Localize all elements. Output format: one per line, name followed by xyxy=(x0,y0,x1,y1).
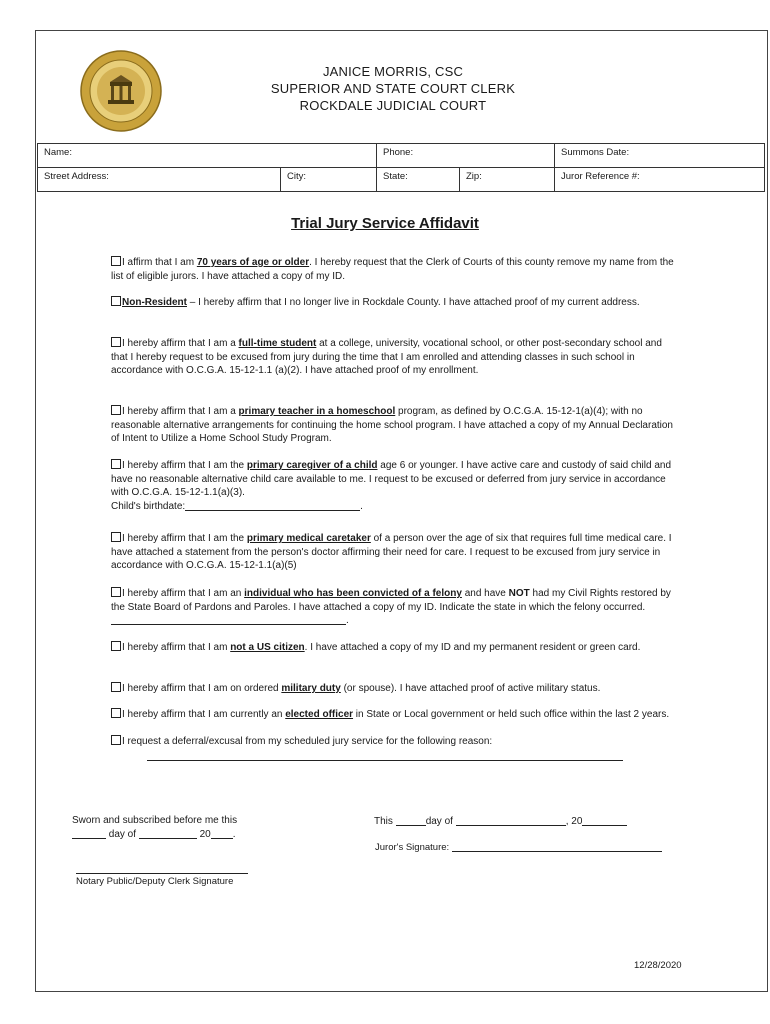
checkbox-medical-caretaker[interactable] xyxy=(111,532,121,542)
court-seal-icon xyxy=(80,50,162,132)
item-not-citizen: I hereby affirm that I am not a US citizen. I have attached a copy of my ID and my permanent resident or green card. xyxy=(111,641,681,655)
item-medical-caretaker: I hereby affirm that I am the primary medical caretaker of a person over the age of six that requires full time medical care. I have attached a statement from the person's doctor affirming their need for care. I request to be excused from jury service in accordance with O.C.G.A. 15-12-1.1(a)(5) xyxy=(111,533,672,571)
reason-field[interactable] xyxy=(147,751,623,761)
checkbox-elected-officer[interactable] xyxy=(111,708,121,718)
checkbox-military[interactable] xyxy=(111,682,121,692)
item-elected-officer: I hereby affirm that I am currently an elected officer in State or Local government or held such office within the last 2 years. xyxy=(111,708,731,722)
checkbox-felony[interactable] xyxy=(111,587,121,597)
checkbox-homeschool[interactable] xyxy=(111,405,121,415)
state-field[interactable]: State: xyxy=(377,168,460,192)
phone-field[interactable]: Phone: xyxy=(377,144,555,168)
notary-signature-field[interactable] xyxy=(76,873,248,874)
item-military: I hereby affirm that I am on ordered military duty (or spouse). I have attached proof of active military status. xyxy=(111,682,681,696)
item-non-resident: Non-Resident – I hereby affirm that I no longer live in Rockdale County. I have attached proof of my current address. xyxy=(111,296,681,310)
item-homeschool: I hereby affirm that I am a primary teacher in a homeschool program, as defined by O.C.G.A. 15-12-1(a)(4); with no reasonable alternative arrangements for continuing the home school program. I have attached a copy of my Annual Declaration of Intent to Utilize a Home School Study Program. xyxy=(111,406,673,444)
sworn-year-field[interactable] xyxy=(211,829,233,839)
checkbox-not-citizen[interactable] xyxy=(111,641,121,651)
clerk-header xyxy=(200,63,586,114)
juror-year-field[interactable] xyxy=(582,816,627,826)
page-title: Trial Jury Service Affidavit xyxy=(291,215,479,232)
checkbox-non-resident[interactable] xyxy=(111,296,121,306)
name-field[interactable]: Name: xyxy=(38,144,377,168)
street-address-field[interactable]: Street Address: xyxy=(38,168,281,192)
header-line-3: ROCKDALE JUDICIAL COURT xyxy=(299,98,487,113)
item-age: I affirm that I am 70 years of age or older. I hereby request that the Clerk of Courts of this county remove my name from the list of eligible jurors. I have attached a copy of my ID. xyxy=(111,257,674,282)
juror-month-field[interactable] xyxy=(456,816,566,826)
juror-date-line: This day of , 20 xyxy=(374,816,627,827)
checkbox-age[interactable] xyxy=(111,256,121,266)
summons-date-field[interactable]: Summons Date: xyxy=(555,144,765,168)
birthdate-field[interactable] xyxy=(185,501,360,511)
header-line-2: SUPERIOR AND STATE COURT CLERK xyxy=(270,81,516,96)
checkbox-caregiver[interactable] xyxy=(111,459,121,469)
header-line-1: JANICE MORRIS, CSC xyxy=(322,64,464,79)
juror-day-field[interactable] xyxy=(396,816,426,826)
item-felony: I hereby affirm that I am an individual who has been convicted of a felony and have NOT had my Civil Rights restored by the State Board of Pardons and Paroles. I have attached a copy of my ID. Indicate the state in which the felony occurred. . xyxy=(111,588,671,626)
notary-signature-label: Notary Public/Deputy Clerk Signature xyxy=(76,876,234,887)
checkbox-student[interactable] xyxy=(111,337,121,347)
item-caregiver: I hereby affirm that I am the primary caregiver of a child age 6 or younger. I have active care and custody of said child and have no reasonable alternative child care available to me. I request to be excused or deferred from jury service in accordance with O.C.G.A. 15-12-1.1(a)(3). Child's birthdate: . xyxy=(111,460,672,512)
juror-reference-field[interactable]: Juror Reference #: xyxy=(555,168,765,192)
felony-state-field[interactable] xyxy=(111,615,346,625)
juror-signature-field[interactable] xyxy=(452,842,662,852)
zip-field[interactable]: Zip: xyxy=(460,168,555,192)
juror-info-table xyxy=(37,143,765,192)
checkbox-deferral[interactable] xyxy=(111,735,121,745)
sworn-month-field[interactable] xyxy=(139,829,197,839)
juror-signature-line: Juror's Signature: xyxy=(375,842,662,853)
item-student: I hereby affirm that I am a full-time student at a college, university, vocational school, or other post-secondary school and that I hereby request to be excused from jury during the time that I am enrolled and attending classes in such school in accordance with O.C.G.A. 15-12-1.1 (a)(2). I have attached proof of my enrollment. xyxy=(111,338,662,376)
revision-date: 12/28/2020 xyxy=(634,960,682,971)
item-deferral: I request a deferral/excusal from my scheduled jury service for the following reason: xyxy=(111,735,501,749)
city-field[interactable]: City: xyxy=(281,168,377,192)
sworn-day-field[interactable] xyxy=(72,829,106,839)
sworn-statement: Sworn and subscribed before me this day of 20 . xyxy=(72,815,238,840)
